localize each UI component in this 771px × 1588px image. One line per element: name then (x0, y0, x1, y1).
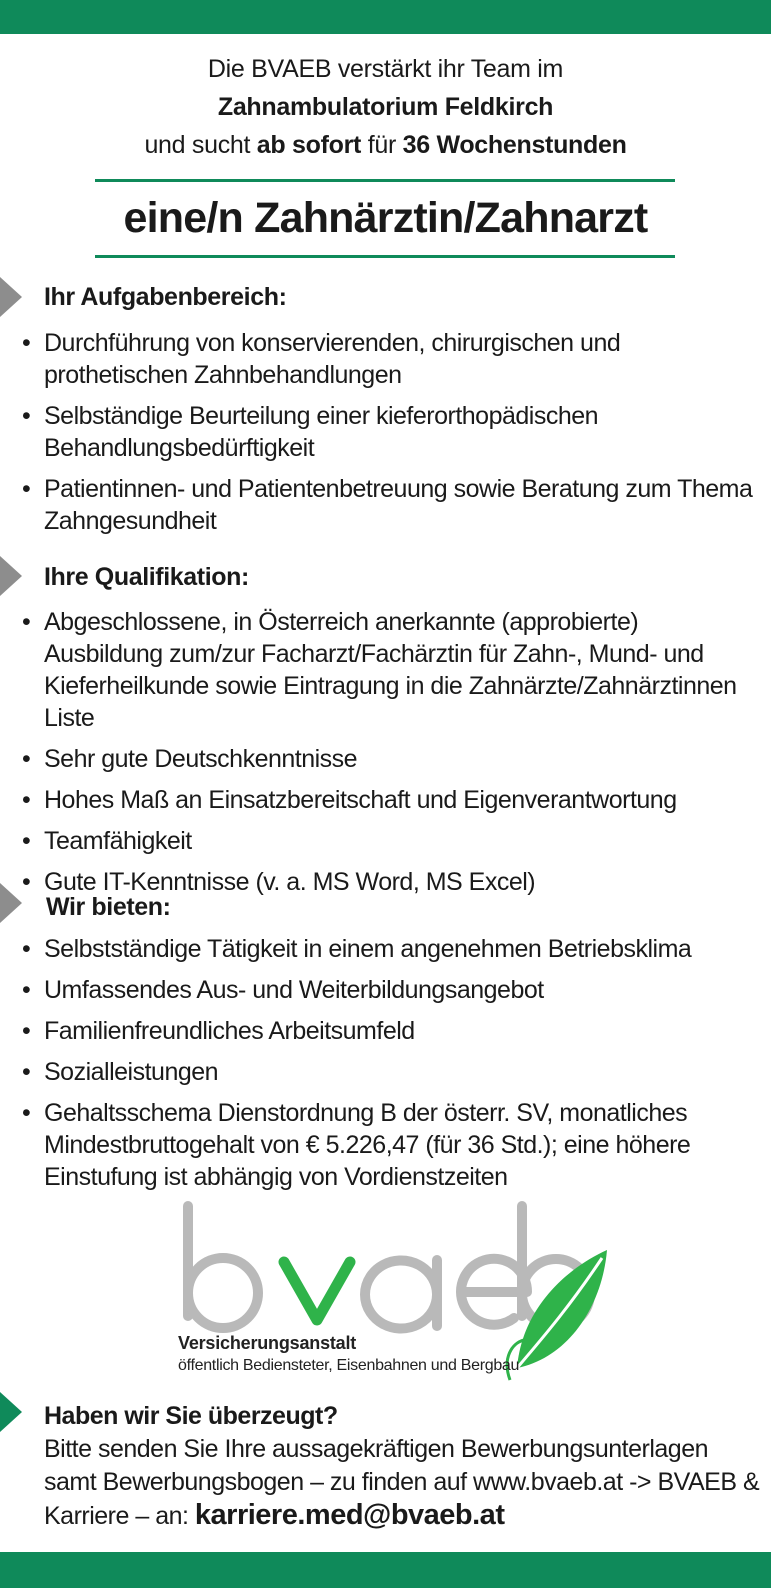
bullet-icon: • (22, 1058, 31, 1086)
intro-text: und sucht (144, 131, 257, 159)
section-arrow-icon (0, 556, 22, 596)
section-heading-tasks: Ihr Aufgabenbereich: (44, 283, 287, 311)
bullet-icon: • (22, 1099, 31, 1127)
contact-email[interactable]: karriere.med@bvaeb.at (194, 1499, 505, 1531)
list-item (0, 1056, 760, 1088)
list-item-text: Selbständige Beurteilung einer kieferorthopädischen Behandlungsbedürftigkeit (44, 402, 599, 462)
title-rule-bottom (95, 255, 675, 258)
bullet-icon: • (22, 976, 31, 1004)
list-item (0, 1015, 760, 1047)
list-item-text: Familienfreundliches Arbeitsumfeld (44, 1017, 415, 1045)
list-item-text: Patientinnen- und Patientenbetreuung sowie Beratung zum Thema Zahngesundheit (44, 475, 753, 535)
list-item-text: Umfassendes Aus- und Weiterbildungsangebot (44, 976, 544, 1004)
bottom-green-bar (0, 1552, 771, 1588)
bullet-icon: • (22, 329, 31, 357)
start-date: ab sofort (256, 131, 362, 159)
list-item (0, 825, 760, 857)
bullet-icon: • (22, 745, 31, 773)
title-rule-top (95, 179, 675, 182)
list-item (0, 743, 760, 775)
list-item (0, 784, 760, 816)
section-heading-offer: Wir bieten: (46, 893, 171, 921)
list-item (0, 933, 760, 965)
list-item-text: Gehaltsschema Dienstordnung B der österr. SV, monatliches Mindestbruttogehalt von € 5.226,47 (für 36 Std.); eine höhere Einstufung ist abhängig von Vordienstzeiten (44, 1099, 691, 1191)
intro-text: für (361, 131, 403, 159)
qualification-list (0, 606, 760, 907)
offer-list (0, 933, 760, 1202)
bullet-icon: • (22, 475, 31, 503)
bullet-icon: • (22, 608, 31, 636)
bullet-icon: • (22, 935, 31, 963)
list-item (0, 606, 760, 734)
intro (0, 50, 771, 164)
section-heading-qualification: Ihre Qualifikation: (44, 563, 249, 591)
bvaeb-logo (172, 1198, 612, 1383)
list-item (0, 327, 760, 391)
list-item-text: Selbstständige Tätigkeit in einem angenehmen Betriebsklima (44, 935, 692, 963)
list-item (0, 473, 760, 537)
logo-tagline: öffentlich Bediensteter, Eisenbahnen und Bergbau (178, 1357, 520, 1374)
contact-question: Haben wir Sie überzeugt? (44, 1402, 338, 1430)
contact-text: Bitte senden Sie Ihre aussagekräftigen Bewerbungsunterlagen samt Bewerbungsbogen – zu finden auf www.bvaeb.at -> BVAEB & Karriere – an: (44, 1435, 760, 1530)
logo-name: Versicherungsanstalt (178, 1333, 357, 1353)
weekly-hours: 36 Wochenstunden (402, 131, 627, 159)
section-arrow-icon (0, 1392, 22, 1432)
location: Zahnambulatorium Feldkirch (217, 93, 554, 121)
list-item-text: Durchführung von konservierenden, chirurgischen und prothetischen Zahnbehandlungen (44, 329, 621, 389)
section-arrow-icon (0, 883, 22, 923)
tasks-list (0, 327, 760, 546)
list-item (0, 400, 760, 464)
list-item (0, 1097, 760, 1193)
list-item (0, 974, 760, 1006)
intro-line-1: Die BVAEB verstärkt ihr Team im (207, 55, 564, 83)
bullet-icon: • (22, 827, 31, 855)
list-item-text: Abgeschlossene, in Österreich anerkannte (approbierte) Ausbildung zum/zur Facharzt/Fachärztin für Zahn-, Mund- und Kieferheilkunde sowie Eintragung in die Zahnärzte/Zahnärztinnen Liste (44, 608, 737, 732)
bullet-icon: • (22, 402, 31, 430)
list-item-text: Teamfähigkeit (44, 827, 192, 855)
list-item-text: Gute IT-Kenntnisse (v. a. MS Word, MS Excel) (44, 868, 536, 896)
bullet-icon: • (22, 786, 31, 814)
contact-block (44, 1400, 764, 1533)
list-item-text: Hohes Maß an Einsatzbereitschaft und Eigenverantwortung (44, 786, 677, 814)
list-item-text: Sozialleistungen (44, 1058, 219, 1086)
job-title: eine/n Zahnärztin/Zahnarzt (123, 194, 648, 242)
bullet-icon: • (22, 1017, 31, 1045)
section-arrow-icon (0, 277, 22, 317)
list-item-text: Sehr gute Deutschkenntnisse (44, 745, 358, 773)
top-green-bar (0, 0, 771, 34)
intro-line-3 (0, 126, 771, 164)
bullet-icon: • (22, 868, 31, 896)
